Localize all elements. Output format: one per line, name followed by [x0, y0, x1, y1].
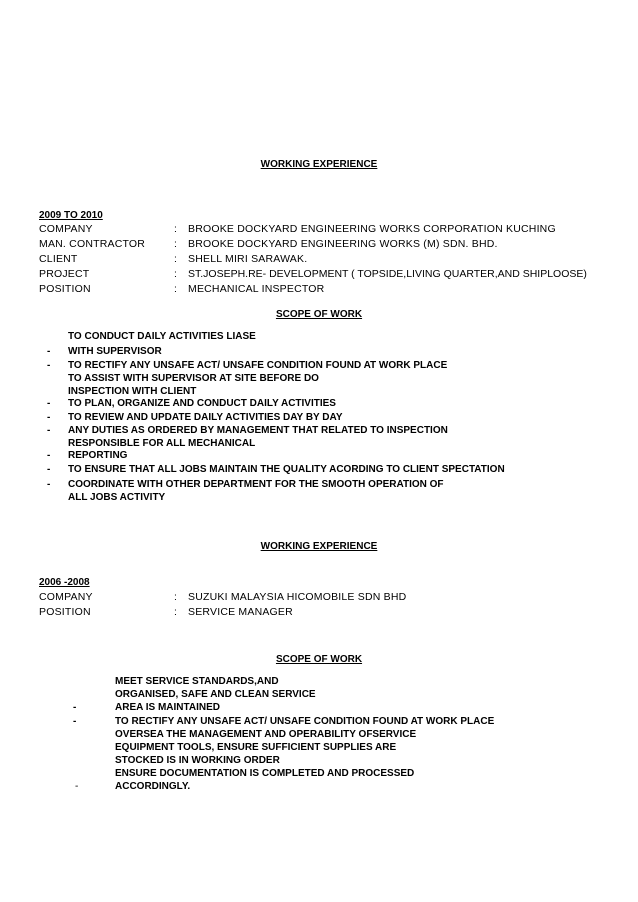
scope-2-dash-9: -	[75, 781, 79, 792]
scope-1-line-12: COORDINATE WITH OTHER DEPARTMENT FOR THE SMOOTH OPERATION OF	[68, 479, 444, 490]
scope-1-line-5: INSPECTION WITH CLIENT	[68, 386, 197, 397]
scope-1-dash-3: -	[47, 360, 51, 371]
field-company-sep: :	[174, 223, 178, 235]
scope-1-line-10: REPORTING	[68, 450, 128, 461]
scope-1-line-13: ALL JOBS ACTIVITY	[68, 492, 166, 503]
field-position-sep: :	[174, 283, 178, 295]
section-2-heading: WORKING EXPERIENCE	[260, 541, 378, 552]
scope-1-line-1: TO CONDUCT DAILY ACTIVITIES LIASE	[68, 331, 256, 342]
field-contractor-label: MAN. CONTRACTOR	[39, 238, 146, 250]
scope-1-line-6: TO PLAN, ORGANIZE AND CONDUCT DAILY ACTIVITIES	[68, 398, 336, 409]
field-project-sep: :	[174, 268, 178, 280]
field-2-position-value: SERVICE MANAGER	[188, 606, 293, 618]
field-client-label: CLIENT	[39, 253, 78, 265]
section-1-scope-heading: SCOPE OF WORK	[275, 309, 363, 320]
scope-2-line-6: EQUIPMENT TOOLS, ENSURE SUFFICIENT SUPPLIES ARE	[115, 742, 397, 753]
scope-1-dash-2: -	[47, 346, 51, 357]
scope-2-line-5: OVERSEA THE MANAGEMENT AND OPERABILITY OFSERVICE	[115, 729, 417, 740]
field-2-company-sep: :	[174, 591, 178, 603]
field-contractor-value: BROOKE DOCKYARD ENGINEERING WORKS (M) SDN. BHD.	[188, 238, 498, 250]
scope-2-line-1: MEET SERVICE STANDARDS,AND	[115, 676, 279, 687]
scope-2-line-3: AREA IS MAINTAINED	[115, 702, 220, 713]
scope-2-line-2: ORGANISED, SAFE AND CLEAN SERVICE	[115, 689, 316, 700]
field-contractor-sep: :	[174, 238, 178, 250]
scope-1-line-7: TO REVIEW AND UPDATE DAILY ACTIVITIES DAY BY DAY	[68, 412, 343, 423]
scope-2-dash-4: -	[73, 716, 77, 727]
field-project-label: PROJECT	[39, 268, 90, 280]
scope-1-dash-7: -	[47, 412, 51, 423]
field-project-value: ST.JOSEPH.RE- DEVELOPMENT ( TOPSIDE,LIVING QUARTER,AND SHIPLOOSE)	[188, 268, 587, 280]
scope-1-dash-12: -	[47, 479, 51, 490]
section-1-period: 2009 TO 2010	[39, 210, 103, 221]
scope-1-dash-11: -	[47, 464, 51, 475]
scope-2-line-8: ENSURE DOCUMENTATION IS COMPLETED AND PROCESSED	[115, 768, 415, 779]
section-2-period: 2006 -2008	[39, 577, 90, 588]
scope-1-dash-8: -	[47, 425, 51, 436]
field-company-value: BROOKE DOCKYARD ENGINEERING WORKS CORPORATION KUCHING	[188, 223, 556, 235]
field-position-value: MECHANICAL INSPECTOR	[188, 283, 325, 295]
scope-2-dash-3: -	[73, 702, 77, 713]
field-client-value: SHELL MIRI SARAWAK.	[188, 253, 308, 265]
field-company-label: COMPANY	[39, 223, 93, 235]
scope-1-dash-10: -	[47, 450, 51, 461]
field-2-company-value: SUZUKI MALAYSIA HICOMOBILE SDN BHD	[188, 591, 407, 603]
scope-1-line-4: TO ASSIST WITH SUPERVISOR AT SITE BEFORE DO	[68, 373, 319, 384]
field-2-position-label: POSITION	[39, 606, 91, 618]
scope-1-dash-6: -	[47, 398, 51, 409]
section-2-scope-heading: SCOPE OF WORK	[275, 654, 363, 665]
field-client-sep: :	[174, 253, 178, 265]
scope-1-line-8: ANY DUTIES AS ORDERED BY MANAGEMENT THAT RELATED TO INSPECTION	[68, 425, 448, 436]
scope-2-line-4: TO RECTIFY ANY UNSAFE ACT/ UNSAFE CONDITION FOUND AT WORK PLACE	[115, 716, 495, 727]
scope-1-line-9: RESPONSIBLE FOR ALL MECHANICAL	[68, 438, 256, 449]
scope-1-line-2: WITH SUPERVISOR	[68, 346, 162, 357]
scope-1-line-3: TO RECTIFY ANY UNSAFE ACT/ UNSAFE CONDITION FOUND AT WORK PLACE	[68, 360, 448, 371]
scope-1-line-11: TO ENSURE THAT ALL JOBS MAINTAIN THE QUALITY ACORDING TO CLIENT SPECTATION	[68, 464, 505, 475]
scope-2-line-7: STOCKED IS IN WORKING ORDER	[115, 755, 280, 766]
section-1-heading: WORKING EXPERIENCE	[260, 159, 378, 170]
field-2-company-label: COMPANY	[39, 591, 93, 603]
field-position-label: POSITION	[39, 283, 91, 295]
field-2-position-sep: :	[174, 606, 178, 618]
scope-2-line-9: ACCORDINGLY.	[115, 781, 191, 792]
